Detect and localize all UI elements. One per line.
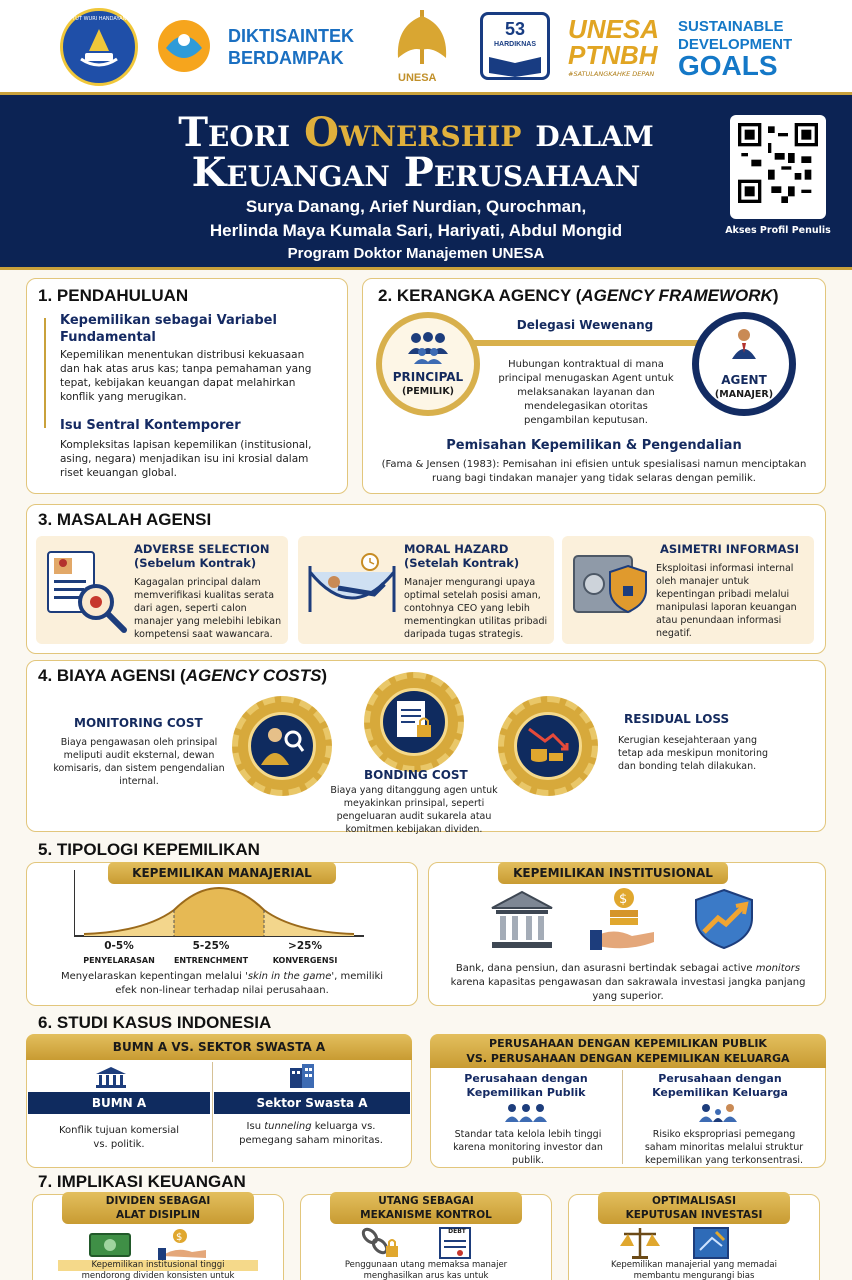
s1-heading-2: Isu Sentral Kontemporer — [60, 418, 241, 433]
title-banner — [0, 92, 852, 270]
s2-description: Hubungan kontraktual di mana principal menugaskan Agent untuk melaksanakan layanan dan mendelegasikan otoritas pengambilan keputusan. — [498, 359, 674, 426]
implication-3-head-1: OPTIMALISASI — [651, 1195, 737, 1207]
range-label-2: ENTRENCHMENT — [173, 956, 249, 965]
sdg-line3: GOALS — [678, 50, 778, 81]
principal-group-icon — [404, 330, 452, 364]
s2-separation-text: (Fama & Jensen (1983): Pemisahan ini efisien untuk spesialisasi namun menciptakan ruang bagi tindakan manajer yang tidak selaras dengan pemilik. — [381, 459, 807, 484]
ptnbh-tag: #SATULANGKAHKE DEPAN — [568, 70, 655, 78]
implication-1-header — [62, 1192, 254, 1224]
bank-icon — [488, 888, 556, 952]
implication-2-text-2: menghasilkan arus kas untuk — [363, 1271, 489, 1280]
agent-label: AGENT — [721, 373, 767, 387]
keluarga-heading: Perusahaan dengan Kepemilikan Keluarga — [652, 1072, 788, 1099]
tut-wuri-text: TUT WURI HANDAYANI — [72, 16, 128, 22]
agent-circle — [692, 312, 796, 416]
s1-paragraph-2: Kompleksitas lapisan kepemilikan (institusional, asing, negara) menjadikan isu ini krosial dalam riset keuangan global. — [60, 439, 312, 479]
monitoring-cost-heading: MONITORING COST — [74, 716, 203, 730]
implication-3-head-2: KEPUTUSAN INVESTASI — [625, 1209, 763, 1221]
s3-card1-subheading: (Sebelum Kontrak) — [134, 556, 257, 570]
implication-1-head-2: ALAT DISIPLIN — [115, 1209, 201, 1221]
diktisaintek-line2: BERDAMPAK — [228, 48, 344, 68]
bumn-bar: BUMN A — [28, 1092, 210, 1114]
section-3-title: 3. MASALAH AGENSI — [38, 510, 212, 529]
swasta-text-a: Isu — [246, 1121, 265, 1132]
money-hand-icon — [88, 1228, 208, 1260]
qr-code[interactable] — [730, 115, 826, 219]
section-6-title: 6. STUDI KASUS INDONESIA — [38, 1013, 272, 1032]
residual-loss-text: Kerugian kesejahteraan yang tetap ada meskipun monitoring dan bonding telah dilakukan. — [618, 735, 769, 772]
inst-text-a: Bank, dana pensiun, dan asurasni bertindak sebagai active — [455, 963, 756, 974]
hammock-icon — [304, 552, 400, 626]
section-7-title: 7. IMPLIKASI KEUANGAN — [38, 1172, 246, 1191]
swasta-bar: Sektor Swasta A — [214, 1092, 410, 1114]
section-5-title: 5. TIPOLOGI KEPEMILIKAN — [38, 840, 260, 859]
ptnbh-line2: PTNBH — [568, 40, 658, 70]
monitoring-person-icon — [251, 715, 313, 777]
implication-2-header — [330, 1192, 522, 1224]
s3-card3-heading: ASIMETRI INFORMASI — [660, 542, 800, 556]
declining-coins-icon — [517, 715, 579, 777]
bumn-divider — [212, 1062, 213, 1162]
section-1-title: 1. PENDAHULUAN — [38, 286, 189, 305]
svg-text:$: $ — [176, 1232, 183, 1243]
implication-2-text-1: Penggunaan utang memaksa manajer — [344, 1260, 508, 1270]
office-building-icon — [288, 1064, 316, 1088]
s2-title-italic: AGENCY FRAMEWORK — [581, 286, 773, 305]
s3-card1-heading: ADVERSE SELECTION — [134, 542, 270, 556]
publik-text: Standar tata kelola lebih tinggi karena monitoring investor dan publik. — [453, 1129, 603, 1166]
program: Program Doktor Manajemen UNESA — [287, 245, 545, 262]
public-family-head-2: VS. PERUSAHAAN DENGAN KEPEMILIKAN KELUARGA — [466, 1052, 790, 1065]
s3-card2-heading: MORAL HAZARD — [404, 542, 509, 556]
title-part1: Teori — [178, 109, 291, 156]
authors-line1: Surya Danang, Arief Nurdian, Qurochman, — [245, 197, 587, 216]
delegation-line — [470, 340, 700, 346]
range-label-3: KONVERGENSI — [272, 956, 338, 965]
agent-sub: (MANAJER) — [714, 389, 774, 400]
hardiknas-number: 53 — [504, 19, 526, 39]
agent-manager-icon — [728, 327, 760, 359]
diktisaintek-line1: DIKTISAINTEK — [228, 26, 354, 46]
s3-card1-text: Kagagalan principal dalam memverifikasi kualitas serata dari agen, seperti calon manajer yang melebihi lebikan kompetensi saat wawancara. — [134, 577, 282, 640]
swasta-text-b: keluarga vs. pemegang saham minoritas. — [239, 1121, 383, 1146]
implication-1-head-1: DIVIDEN SEBAGAI — [105, 1195, 211, 1207]
swasta-text-italic: tunneling — [264, 1121, 312, 1132]
institutional-text — [448, 962, 808, 1004]
bumn-text: Konflik tujuan komersial vs. politik. — [58, 1125, 180, 1150]
implication-1-text-2: mendorong dividen konsisten untuk — [81, 1271, 235, 1280]
s1-paragraph-1: Kepemilikan menentukan distribusi kekuasaan dan hak atas arus kas; tanpa pemahaman yang tepat, kebijakan keuangan dapat melahirkan konflik yang merugikan. — [60, 349, 312, 403]
section-1-rule — [44, 318, 46, 428]
hardiknas-text: HARDIKNAS — [494, 41, 536, 48]
principal-circle — [376, 312, 480, 416]
logo-bar — [0, 0, 852, 92]
unesa-logo-icon — [386, 6, 458, 76]
state-building-icon — [94, 1066, 128, 1088]
managerial-text-a: Menyelaraskan kepentingan melalui ' — [60, 971, 248, 982]
s4-title-plain: 4. BIAYA AGENSI ( — [38, 666, 186, 685]
range-1: 0-5% — [104, 940, 134, 952]
diktisaintek-icon — [156, 18, 212, 74]
s3-card2-subheading: (Setelah Kontrak) — [404, 556, 520, 570]
principal-sub: (PEMILIK) — [401, 386, 455, 397]
family-icon — [694, 1102, 742, 1124]
implication-1-text-1: Kepemilikan institusional tinggi — [58, 1260, 258, 1271]
range-2: 5-25% — [192, 940, 230, 952]
institutional-header: KEPEMILIKAN INSTITUSIONAL — [498, 862, 728, 884]
publik-heading: Perusahaan dengan Kepemilikan Publik — [464, 1072, 588, 1099]
svg-text:$: $ — [619, 892, 628, 907]
s2-title-plain: 2. KERANGKA AGENCY ( — [378, 286, 582, 305]
hardiknas-logo — [480, 12, 550, 80]
public-family-head-1: PERUSAHAAN DENGAN KEPEMILIKAN PUBLIK — [489, 1037, 767, 1050]
bonding-cost-heading: BONDING COST — [364, 768, 468, 782]
swasta-text — [236, 1120, 386, 1148]
principal-label: PRINCIPAL — [392, 370, 464, 384]
residual-loss-heading: RESIDUAL LOSS — [624, 712, 730, 726]
keluarga-text: Risiko ekspropriasi pemegang saham minoritas melalui struktur kepemilikan yang terkonsentrasi. — [644, 1129, 804, 1166]
public-family-header — [430, 1034, 826, 1068]
s4-title-close: ) — [321, 666, 328, 685]
implication-3-text-1: Kepemilikan manajerial yang memadai — [611, 1260, 777, 1270]
s2-title-close: ) — [772, 286, 779, 305]
unesa-logo-text: UNESA — [398, 72, 437, 84]
s3-card2-text: Manajer mengurangi upaya optimal setelah posisi aman, contohnya CEO yang lebih mementingkan utilitas pribadi daripada tugas strategis. — [404, 577, 548, 640]
residual-gear-center — [514, 712, 582, 780]
title-highlight: Ownership — [304, 109, 522, 156]
implication-2-head-1: UTANG SEBAGAI — [378, 1195, 474, 1207]
resume-magnifier-icon — [44, 548, 130, 634]
monitoring-cost-text: Biaya pengawasan oleh prinsipal meliputi audit eksternal, dewan komisaris, dan sistem pengendalian internal. — [53, 737, 225, 787]
section-4-title — [38, 666, 327, 686]
section-2-title — [378, 286, 779, 306]
managerial-text-italic: skin in the game — [247, 971, 332, 982]
contract-lock-icon — [383, 691, 445, 753]
qr-caption: Akses Profil Penulis — [725, 225, 831, 236]
monitoring-gear-center — [248, 712, 316, 780]
public-investors-icon — [502, 1102, 550, 1124]
implication-3-header — [598, 1192, 790, 1224]
tut-wuri-logo — [60, 8, 138, 86]
ownership-curve-chart — [74, 870, 364, 940]
bonding-cost-text: Biaya yang ditanggung agen untuk meyakinkan prinsipal, seperti pengeluaran audit sukarela atau komitmen kebijakan dividen. — [330, 785, 498, 835]
title-part2: dalam — [535, 109, 654, 156]
inst-text-b: karena kapasitas pengawasan dan sakrawala investasi jangka panjang yang superior. — [450, 977, 806, 1002]
implication-2-head-2: MEKANISME KONTROL — [360, 1209, 492, 1221]
s4-title-italic: AGENCY COSTS — [185, 666, 322, 685]
bumn-header: BUMN A VS. SEKTOR SWASTA A — [26, 1034, 412, 1060]
debt-label: DEBT — [448, 1228, 466, 1235]
public-family-divider — [622, 1070, 623, 1164]
coins-hand-icon — [588, 886, 660, 952]
ptnbh-line1: UNESA — [568, 14, 660, 44]
managerial-text — [50, 970, 394, 998]
sdg-line2: DEVELOPMENT — [678, 36, 793, 53]
delegasi-label: Delegasi Wewenang — [516, 318, 654, 332]
scale-blueprint-icon — [620, 1226, 740, 1260]
shield-growth-icon — [692, 886, 758, 952]
range-label-1: PENYELARASAN — [83, 956, 155, 965]
safe-shield-icon — [570, 552, 654, 622]
inst-text-italic: monitors — [755, 963, 801, 974]
s1-heading-1: Kepemilikan sebagai Variabel Fundamental — [60, 313, 277, 345]
s2-separation-title: Pemisahan Kepemilikan & Pengendalian — [446, 438, 742, 453]
range-3: >25% — [288, 940, 322, 952]
s3-card3-text: Eksploitasi informasi internal oleh manajer untuk kepentingan pribadi melalui manipulasi laporan keuangan atau penundaan informasi negatif. — [656, 563, 797, 639]
bonding-gear-center — [380, 688, 448, 756]
authors-line2: Herlinda Maya Kumala Sari, Hariyati, Abdul Mongid — [209, 221, 623, 240]
sdg-line1: SUSTAINABLE — [678, 18, 784, 35]
title-line-2: Keuangan Perusahaan — [191, 149, 641, 196]
managerial-header: KEPEMILIKAN MANAJERIAL — [108, 862, 336, 884]
implication-3-text-2: membantu mengurangi bias — [633, 1271, 755, 1280]
managerial-text-b: ', memiliki efek non-linear terhadap nilai perusahaan. — [115, 971, 384, 996]
